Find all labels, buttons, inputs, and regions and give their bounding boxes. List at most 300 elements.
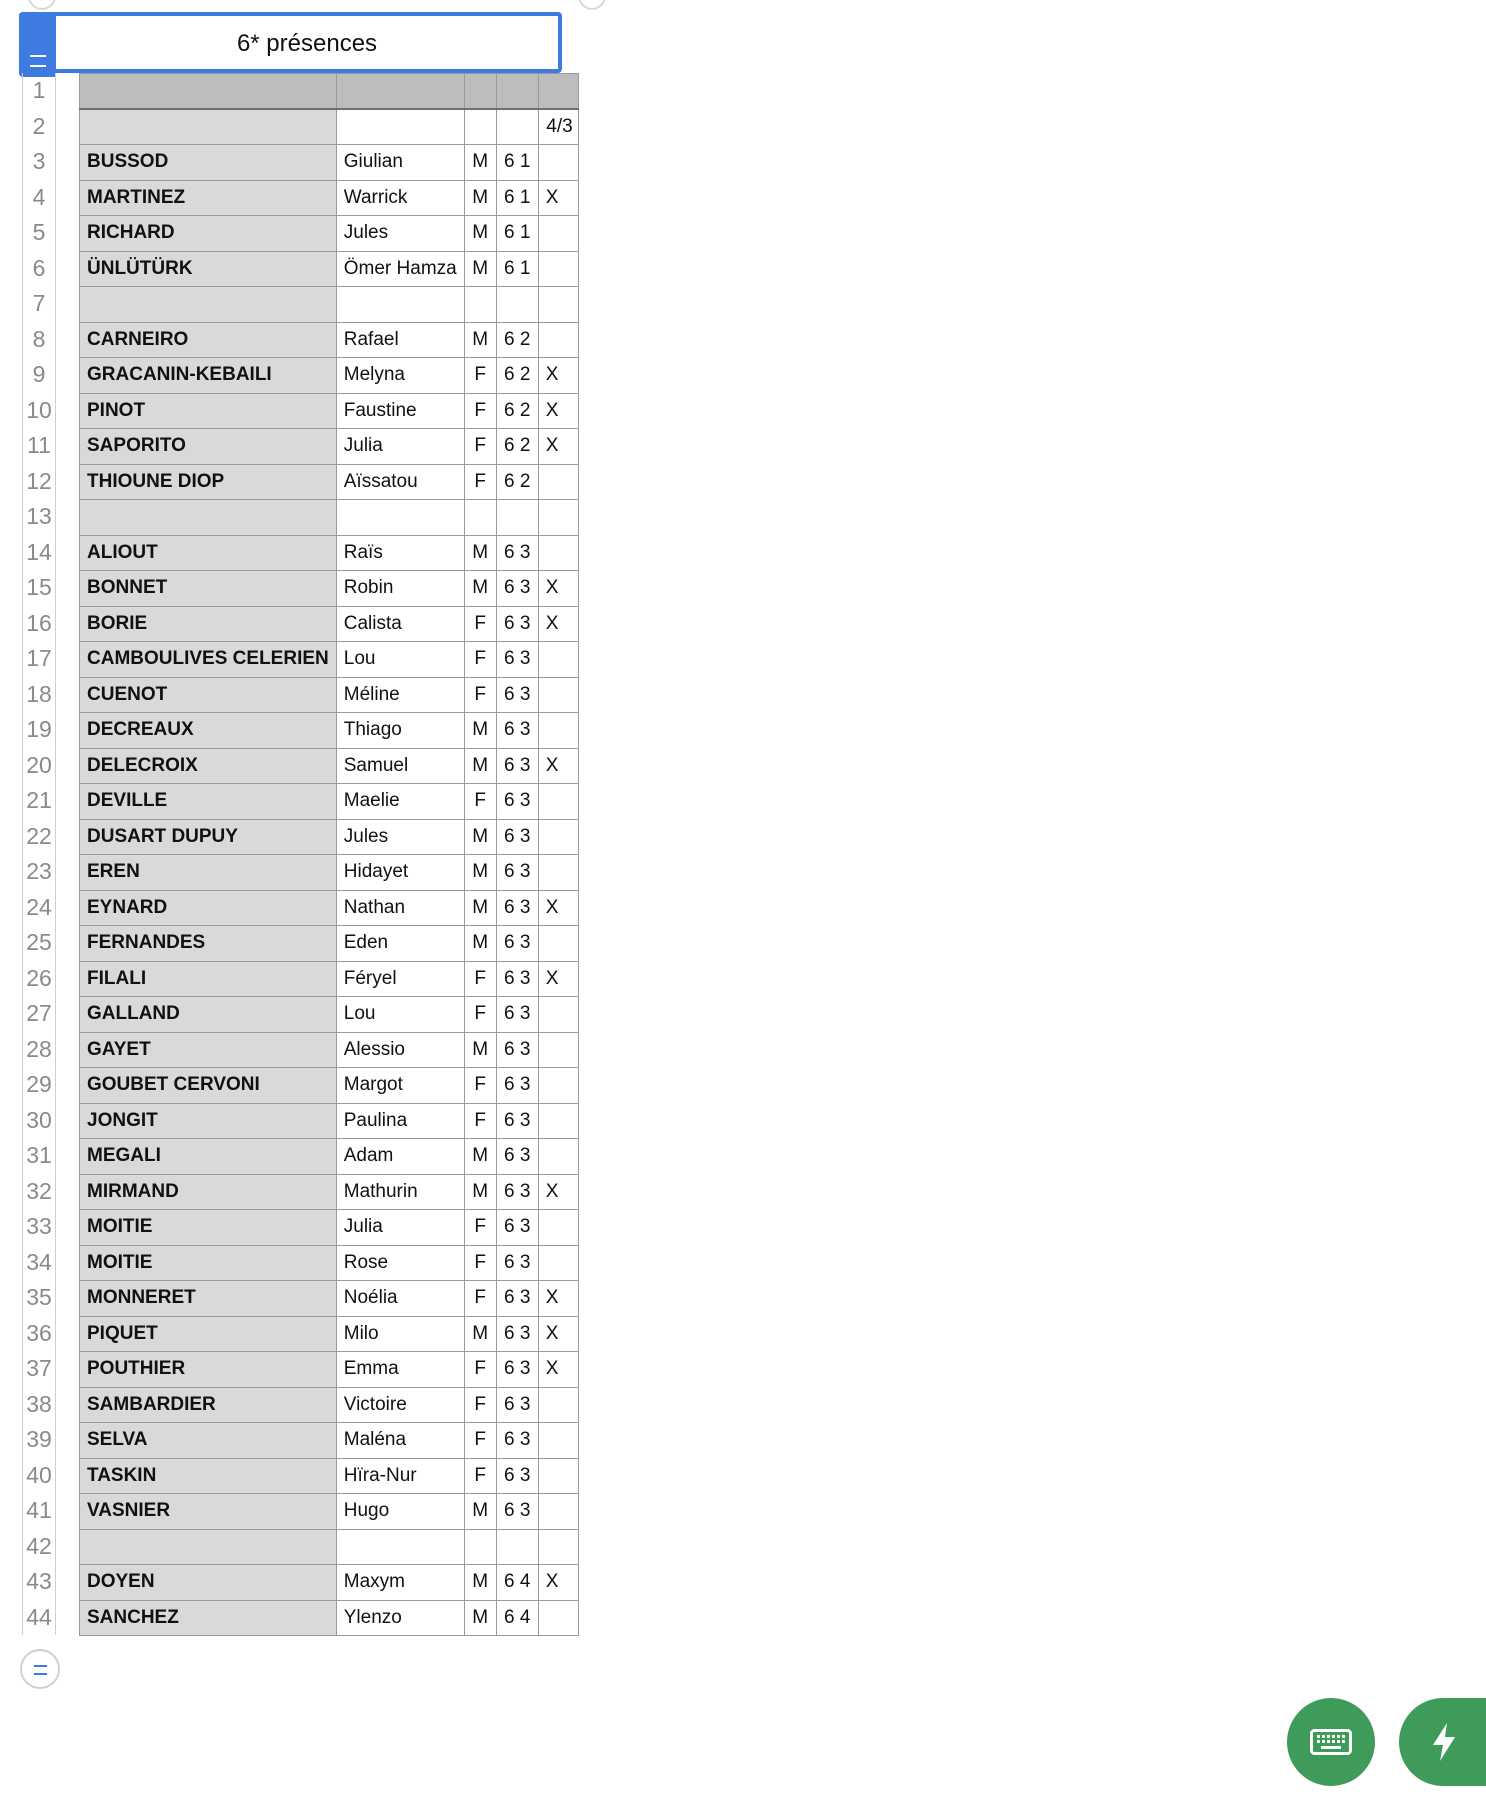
cell-last-name[interactable]: POUTHIER — [80, 1352, 337, 1388]
cell-attendance-mark[interactable] — [538, 1529, 578, 1565]
cell-first-name[interactable]: Victoire — [336, 1387, 464, 1423]
row-number[interactable]: 27 — [26, 1000, 52, 1026]
cell-gender[interactable] — [464, 109, 496, 145]
cell-gender[interactable]: M — [464, 322, 496, 358]
table-row — [80, 677, 579, 713]
cell-attendance-mark[interactable]: X — [538, 1352, 578, 1388]
cell-first-name[interactable]: Hugo — [336, 1494, 464, 1530]
cell-first-name[interactable]: Mathurin — [336, 1174, 464, 1210]
table-row — [80, 571, 579, 607]
cell-last-name[interactable]: CUENOT — [80, 677, 337, 713]
row-number[interactable]: 39 — [26, 1426, 52, 1452]
cell-class[interactable]: 6 2 — [496, 322, 538, 358]
row-number[interactable]: 41 — [26, 1497, 52, 1523]
cell-first-name[interactable]: Rose — [336, 1245, 464, 1281]
cell-first-name[interactable]: Hidayet — [336, 855, 464, 891]
cell-last-name[interactable]: MARTINEZ — [80, 180, 337, 216]
cell-class[interactable]: 6 2 — [496, 358, 538, 394]
cell-first-name[interactable] — [336, 287, 464, 323]
cell-class[interactable]: 6 2 — [496, 429, 538, 465]
cell-first-name[interactable]: Jules — [336, 216, 464, 252]
cell-attendance-mark[interactable]: X — [538, 961, 578, 997]
cell-gender[interactable]: M — [464, 1139, 496, 1175]
row-number[interactable]: 3 — [32, 148, 46, 174]
cell-first-name[interactable]: Lou — [336, 997, 464, 1033]
cell-attendance-mark[interactable] — [538, 1600, 578, 1636]
cell-first-name[interactable]: Aïssatou — [336, 464, 464, 500]
cell-last-name[interactable]: DELECROIX — [80, 748, 337, 784]
cell-gender[interactable]: F — [464, 1352, 496, 1388]
cell-first-name[interactable]: Maelie — [336, 784, 464, 820]
row-number[interactable]: 23 — [26, 858, 52, 884]
cell-class[interactable]: 6 3 — [496, 819, 538, 855]
cell-gender[interactable]: M — [464, 1494, 496, 1530]
table-row — [80, 1529, 579, 1565]
row-number[interactable]: 31 — [26, 1142, 52, 1168]
row-number[interactable]: 22 — [26, 822, 52, 849]
cell-gender[interactable] — [464, 1529, 496, 1565]
cell-class[interactable]: 6 3 — [496, 890, 538, 926]
cell-class[interactable]: 6 3 — [496, 961, 538, 997]
cell-gender[interactable]: F — [464, 464, 496, 500]
cell-class[interactable]: 6 3 — [496, 642, 538, 678]
cell-first-name[interactable]: Calista — [336, 606, 464, 642]
cell-last-name[interactable]: PINOT — [80, 393, 337, 429]
row-number[interactable]: 44 — [26, 1603, 52, 1630]
cell-last-name[interactable]: DOYEN — [80, 1565, 337, 1601]
row-number[interactable]: 2 — [32, 112, 46, 139]
cell-attendance-mark[interactable] — [538, 1210, 578, 1246]
header-row — [80, 74, 579, 110]
cell-gender[interactable]: F — [464, 1210, 496, 1246]
cell-attendance-mark[interactable] — [538, 287, 578, 323]
cell-class[interactable]: 6 3 — [496, 997, 538, 1033]
cell-class[interactable]: 6 3 — [496, 1458, 538, 1494]
cell-gender[interactable]: M — [464, 890, 496, 926]
cell-class[interactable] — [496, 109, 538, 145]
row-number[interactable]: 15 — [26, 574, 52, 600]
cell-last-name[interactable]: SELVA — [80, 1423, 337, 1459]
table-row — [80, 1494, 579, 1530]
row-number[interactable]: 29 — [26, 1071, 52, 1097]
cell-gender[interactable]: M — [464, 926, 496, 962]
cell-last-name[interactable]: JONGIT — [80, 1103, 337, 1139]
cell-class[interactable]: 6 3 — [496, 748, 538, 784]
cell-attendance-mark[interactable]: X — [538, 1565, 578, 1601]
cell-first-name[interactable]: Margot — [336, 1068, 464, 1104]
row-number[interactable]: 25 — [26, 929, 52, 955]
cell-gender[interactable]: M — [464, 1565, 496, 1601]
cell-last-name[interactable]: BUSSOD — [80, 145, 337, 181]
cell-attendance-mark[interactable] — [538, 322, 578, 358]
row-number[interactable]: 10 — [26, 396, 52, 423]
row-number[interactable]: 33 — [26, 1213, 52, 1239]
cell-gender[interactable]: M — [464, 713, 496, 749]
cell-class[interactable]: 6 3 — [496, 1068, 538, 1104]
cell-last-name[interactable]: GOUBET CERVONI — [80, 1068, 337, 1104]
table-row — [80, 1103, 579, 1139]
cell-gender[interactable]: M — [464, 1032, 496, 1068]
cell-last-name[interactable]: MONNERET — [80, 1281, 337, 1317]
cell-first-name[interactable]: Julia — [336, 1210, 464, 1246]
cell-attendance-mark[interactable]: X — [538, 606, 578, 642]
row-number[interactable]: 6 — [32, 254, 46, 281]
row-number-column — [22, 73, 56, 1635]
row-number[interactable]: 4 — [32, 183, 46, 210]
table-row — [80, 180, 579, 216]
table-row — [80, 997, 579, 1033]
date-column-header[interactable]: 4/3 — [538, 109, 578, 145]
cell-attendance-mark[interactable]: X — [538, 1281, 578, 1317]
cell-last-name[interactable]: EREN — [80, 855, 337, 891]
quick-action-button[interactable] — [1399, 1698, 1486, 1786]
add-row-button[interactable] — [20, 1649, 60, 1689]
keyboard-button[interactable] — [1287, 1698, 1375, 1786]
cell-gender[interactable] — [464, 500, 496, 536]
cell-last-name[interactable]: DUSART DUPUY — [80, 819, 337, 855]
row-number[interactable]: 19 — [26, 716, 52, 742]
header-cell[interactable] — [538, 74, 578, 110]
cell-last-name[interactable]: TASKIN — [80, 1458, 337, 1494]
row-number[interactable]: 8 — [32, 325, 46, 352]
cell-last-name[interactable]: CAMBOULIVES CELERIEN — [80, 642, 337, 678]
cell-last-name[interactable]: GRACANIN-KEBAILI — [80, 358, 337, 394]
cell-first-name[interactable]: Maxym — [336, 1565, 464, 1601]
cell-first-name[interactable]: Raïs — [336, 535, 464, 571]
row-number[interactable]: 40 — [26, 1461, 52, 1488]
cell-attendance-mark[interactable] — [538, 145, 578, 181]
cell-last-name[interactable]: PIQUET — [80, 1316, 337, 1352]
cell-class[interactable]: 6 3 — [496, 713, 538, 749]
cell-last-name[interactable]: DECREAUX — [80, 713, 337, 749]
cell-last-name[interactable]: SAPORITO — [80, 429, 337, 465]
cell-class[interactable] — [496, 287, 538, 323]
cell-class[interactable]: 6 2 — [496, 464, 538, 500]
cell-attendance-mark[interactable] — [538, 713, 578, 749]
cell-gender[interactable]: F — [464, 393, 496, 429]
row-number[interactable]: 12 — [26, 467, 52, 494]
row-number[interactable]: 36 — [26, 1319, 52, 1346]
cell-first-name[interactable] — [336, 500, 464, 536]
table-row — [80, 926, 579, 962]
cell-class[interactable]: 6 1 — [496, 216, 538, 252]
table-row — [80, 429, 579, 465]
cell-last-name[interactable]: VASNIER — [80, 1494, 337, 1530]
cell-attendance-mark[interactable] — [538, 855, 578, 891]
table-row — [80, 1352, 579, 1388]
cell-attendance-mark[interactable]: X — [538, 571, 578, 607]
cell-class[interactable]: 6 3 — [496, 1423, 538, 1459]
cell-last-name[interactable] — [80, 287, 337, 323]
row-number[interactable]: 21 — [26, 787, 52, 813]
cell-last-name[interactable]: BONNET — [80, 571, 337, 607]
cell-first-name[interactable]: Méline — [336, 677, 464, 713]
cell-class[interactable]: 6 3 — [496, 571, 538, 607]
cell-first-name[interactable]: Rafael — [336, 322, 464, 358]
row-number[interactable]: 11 — [27, 432, 51, 458]
row-number[interactable]: 42 — [26, 1532, 52, 1559]
cell-attendance-mark[interactable] — [538, 1387, 578, 1423]
cell-gender[interactable]: F — [464, 606, 496, 642]
cell-first-name[interactable]: Eden — [336, 926, 464, 962]
cell-gender[interactable]: F — [464, 784, 496, 820]
cell-attendance-mark[interactable] — [538, 819, 578, 855]
cell-class[interactable]: 6 3 — [496, 1316, 538, 1352]
table-row — [80, 1139, 579, 1175]
cell-attendance-mark[interactable] — [538, 500, 578, 536]
cell-last-name[interactable]: SAMBARDIER — [80, 1387, 337, 1423]
cell-class[interactable] — [496, 1529, 538, 1565]
row-number[interactable]: 37 — [26, 1355, 52, 1381]
cell-attendance-mark[interactable] — [538, 1032, 578, 1068]
cell-class[interactable]: 6 3 — [496, 1245, 538, 1281]
cell-first-name[interactable]: Julia — [336, 429, 464, 465]
cell-gender[interactable]: M — [464, 1600, 496, 1636]
cell-first-name[interactable]: Lou — [336, 642, 464, 678]
lightning-icon — [1429, 1721, 1459, 1763]
row-number[interactable]: 20 — [26, 751, 52, 778]
row-number[interactable]: 35 — [26, 1284, 52, 1310]
table-row — [80, 784, 579, 820]
table-row — [80, 1565, 579, 1601]
top-handle-right[interactable] — [578, 0, 606, 10]
cell-last-name[interactable]: GALLAND — [80, 997, 337, 1033]
cell-first-name[interactable]: Ylenzo — [336, 1600, 464, 1636]
cell-class[interactable]: 6 3 — [496, 535, 538, 571]
cell-first-name[interactable]: Thiago — [336, 713, 464, 749]
cell-first-name[interactable]: Maléna — [336, 1423, 464, 1459]
sheet-title-bar[interactable] — [19, 12, 562, 73]
cell-first-name[interactable]: Alessio — [336, 1032, 464, 1068]
cell-attendance-mark[interactable]: X — [538, 429, 578, 465]
row-number[interactable]: 13 — [26, 503, 52, 529]
cell-attendance-mark[interactable] — [538, 784, 578, 820]
row-number[interactable]: 28 — [26, 1035, 52, 1062]
cell-attendance-mark[interactable] — [538, 642, 578, 678]
table-row — [80, 1600, 579, 1636]
cell-class[interactable]: 6 3 — [496, 606, 538, 642]
select-sheet-handle[interactable] — [19, 12, 56, 77]
cell-gender[interactable]: M — [464, 1174, 496, 1210]
table-row — [80, 358, 579, 394]
cell-gender[interactable]: F — [464, 997, 496, 1033]
header-cell[interactable] — [496, 74, 538, 110]
row-number[interactable]: 38 — [26, 1390, 52, 1417]
cell-last-name[interactable]: MEGALI — [80, 1139, 337, 1175]
cell-class[interactable]: 6 4 — [496, 1565, 538, 1601]
cell-gender[interactable]: F — [464, 961, 496, 997]
cell-gender[interactable]: M — [464, 145, 496, 181]
cell-class[interactable]: 6 1 — [496, 251, 538, 287]
cell-first-name[interactable]: Noélia — [336, 1281, 464, 1317]
cell-attendance-mark[interactable]: X — [538, 748, 578, 784]
cell-attendance-mark[interactable] — [538, 1494, 578, 1530]
table-row — [80, 1423, 579, 1459]
row-number[interactable]: 24 — [26, 893, 52, 920]
cell-attendance-mark[interactable]: X — [538, 393, 578, 429]
cell-gender[interactable]: M — [464, 535, 496, 571]
row-number[interactable]: 32 — [26, 1177, 52, 1204]
table-row — [80, 961, 579, 997]
cell-gender[interactable]: M — [464, 216, 496, 252]
cell-attendance-mark[interactable] — [538, 1139, 578, 1175]
table-row — [80, 145, 579, 181]
cell-attendance-mark[interactable] — [538, 1103, 578, 1139]
table-row — [80, 890, 579, 926]
cell-first-name[interactable]: Samuel — [336, 748, 464, 784]
cell-last-name[interactable]: DEVILLE — [80, 784, 337, 820]
cell-gender[interactable]: F — [464, 358, 496, 394]
table-row — [80, 606, 579, 642]
cell-gender[interactable]: M — [464, 571, 496, 607]
cell-first-name[interactable]: Ömer Hamza — [336, 251, 464, 287]
cell-class[interactable]: 6 3 — [496, 1387, 538, 1423]
table-row — [80, 1032, 579, 1068]
row-number[interactable]: 9 — [32, 361, 46, 387]
cell-attendance-mark[interactable] — [538, 216, 578, 252]
cell-first-name[interactable] — [336, 1529, 464, 1565]
header-cell[interactable] — [80, 74, 337, 110]
cell-first-name[interactable]: Warrick — [336, 180, 464, 216]
cell-attendance-mark[interactable] — [538, 1245, 578, 1281]
cell-attendance-mark[interactable] — [538, 535, 578, 571]
cell-last-name[interactable]: BORIE — [80, 606, 337, 642]
cell-first-name[interactable]: Melyna — [336, 358, 464, 394]
row-number[interactable]: 43 — [26, 1568, 52, 1594]
cell-class[interactable]: 6 1 — [496, 145, 538, 181]
cell-gender[interactable]: F — [464, 1245, 496, 1281]
cell-last-name[interactable]: GAYET — [80, 1032, 337, 1068]
cell-last-name[interactable]: EYNARD — [80, 890, 337, 926]
row-number[interactable]: 30 — [26, 1106, 52, 1133]
cell-first-name[interactable]: Faustine — [336, 393, 464, 429]
cell-gender[interactable]: F — [464, 642, 496, 678]
cell-gender[interactable] — [464, 287, 496, 323]
cell-last-name[interactable]: MIRMAND — [80, 1174, 337, 1210]
cell-gender[interactable]: M — [464, 748, 496, 784]
table-row — [80, 1458, 579, 1494]
cell-attendance-mark[interactable] — [538, 1458, 578, 1494]
cell-class[interactable]: 6 3 — [496, 1210, 538, 1246]
sheet-title[interactable]: 6* présences — [236, 30, 378, 57]
cell-last-name[interactable]: THIOUNE DIOP — [80, 464, 337, 500]
cell-gender[interactable]: F — [464, 1068, 496, 1104]
cell-gender[interactable]: F — [464, 429, 496, 465]
cell-last-name[interactable]: MOITIE — [80, 1210, 337, 1246]
cell-gender[interactable]: F — [464, 1387, 496, 1423]
cell-class[interactable]: 6 3 — [496, 926, 538, 962]
cell-attendance-mark[interactable]: X — [538, 1174, 578, 1210]
cell-class[interactable] — [496, 500, 538, 536]
cell-first-name[interactable]: Féryel — [336, 961, 464, 997]
cell-first-name[interactable]: Jules — [336, 819, 464, 855]
cell-class[interactable]: 6 2 — [496, 393, 538, 429]
cell-last-name[interactable] — [80, 1529, 337, 1565]
cell-first-name[interactable]: Milo — [336, 1316, 464, 1352]
cell-gender[interactable]: M — [464, 855, 496, 891]
cell-first-name[interactable]: Paulina — [336, 1103, 464, 1139]
cell-last-name[interactable] — [80, 109, 337, 145]
row-number[interactable]: 34 — [26, 1248, 52, 1275]
cell-gender[interactable]: M — [464, 251, 496, 287]
top-handle-left[interactable] — [28, 0, 56, 10]
cell-first-name[interactable]: Nathan — [336, 890, 464, 926]
cell-attendance-mark[interactable] — [538, 926, 578, 962]
row-number[interactable]: 14 — [26, 538, 52, 565]
cell-class[interactable]: 6 3 — [496, 1281, 538, 1317]
cell-class[interactable]: 6 3 — [496, 1174, 538, 1210]
row-number[interactable]: 1 — [32, 77, 46, 103]
cell-class[interactable]: 6 3 — [496, 1494, 538, 1530]
cell-attendance-mark[interactable]: X — [538, 180, 578, 216]
cell-gender[interactable]: F — [464, 1281, 496, 1317]
cell-class[interactable]: 6 3 — [496, 677, 538, 713]
cell-first-name[interactable]: Robin — [336, 571, 464, 607]
cell-gender[interactable]: M — [464, 819, 496, 855]
cell-class[interactable]: 6 3 — [496, 1139, 538, 1175]
cell-class[interactable]: 6 3 — [496, 784, 538, 820]
cell-last-name[interactable]: ALIOUT — [80, 535, 337, 571]
cell-attendance-mark[interactable] — [538, 997, 578, 1033]
cell-class[interactable]: 6 1 — [496, 180, 538, 216]
cell-last-name[interactable]: CARNEIRO — [80, 322, 337, 358]
cell-attendance-mark[interactable]: X — [538, 358, 578, 394]
row-number[interactable]: 18 — [26, 680, 52, 707]
cell-attendance-mark[interactable] — [538, 677, 578, 713]
table-row — [80, 109, 579, 145]
cell-last-name[interactable]: FERNANDES — [80, 926, 337, 962]
cell-gender[interactable]: F — [464, 1103, 496, 1139]
cell-gender[interactable]: M — [464, 1316, 496, 1352]
cell-first-name[interactable]: Emma — [336, 1352, 464, 1388]
cell-last-name[interactable]: RICHARD — [80, 216, 337, 252]
cell-gender[interactable]: M — [464, 180, 496, 216]
row-number[interactable]: 16 — [26, 609, 52, 636]
cell-gender[interactable]: F — [464, 1458, 496, 1494]
cell-last-name[interactable]: ÜNLÜTÜRK — [80, 251, 337, 287]
cell-first-name[interactable]: Adam — [336, 1139, 464, 1175]
table-row — [80, 287, 579, 323]
cell-class[interactable]: 6 3 — [496, 855, 538, 891]
cell-last-name[interactable]: SANCHEZ — [80, 1600, 337, 1636]
cell-attendance-mark[interactable] — [538, 251, 578, 287]
header-cell[interactable] — [336, 74, 464, 110]
cell-attendance-mark[interactable]: X — [538, 1316, 578, 1352]
cell-attendance-mark[interactable] — [538, 1423, 578, 1459]
keyboard-icon — [1310, 1729, 1352, 1755]
row-number[interactable]: 7 — [32, 290, 46, 316]
cell-first-name[interactable] — [336, 109, 464, 145]
cell-attendance-mark[interactable] — [538, 464, 578, 500]
cell-attendance-mark[interactable]: X — [538, 890, 578, 926]
cell-gender[interactable]: F — [464, 1423, 496, 1459]
row-number[interactable]: 5 — [32, 219, 46, 245]
row-number[interactable]: 17 — [26, 645, 52, 671]
cell-first-name[interactable]: Giulian — [336, 145, 464, 181]
cell-class[interactable]: 6 3 — [496, 1103, 538, 1139]
cell-last-name[interactable] — [80, 500, 337, 536]
cell-class[interactable]: 6 3 — [496, 1352, 538, 1388]
cell-attendance-mark[interactable] — [538, 1068, 578, 1104]
header-cell[interactable] — [464, 74, 496, 110]
cell-gender[interactable]: F — [464, 677, 496, 713]
cell-last-name[interactable]: MOITIE — [80, 1245, 337, 1281]
cell-class[interactable]: 6 3 — [496, 1032, 538, 1068]
cell-first-name[interactable]: Hïra-Nur — [336, 1458, 464, 1494]
cell-last-name[interactable]: FILALI — [80, 961, 337, 997]
cell-class[interactable]: 6 4 — [496, 1600, 538, 1636]
row-number[interactable]: 26 — [26, 964, 52, 991]
